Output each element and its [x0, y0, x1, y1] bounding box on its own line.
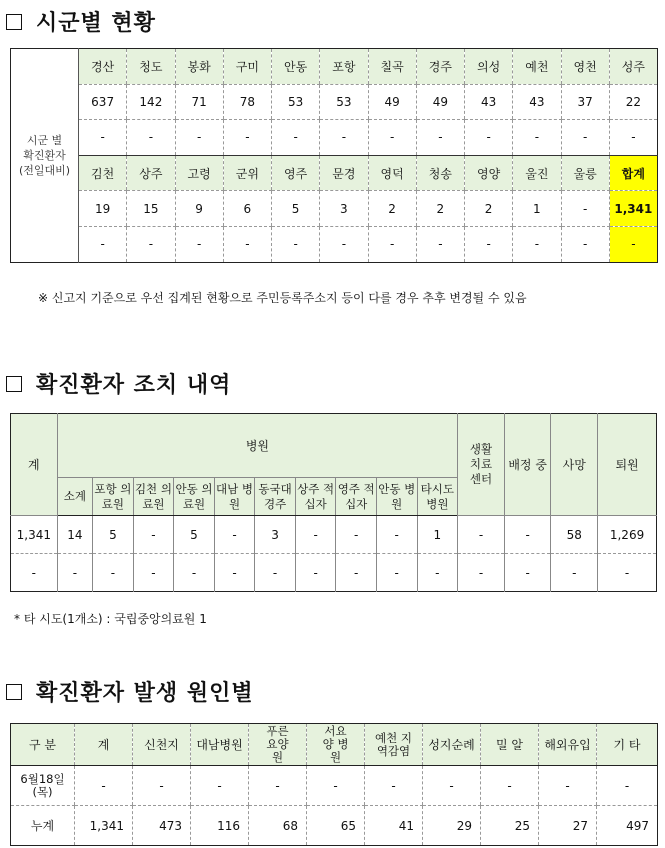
- data-cell: -: [57, 554, 92, 592]
- city-total-cell: 43: [465, 84, 513, 120]
- city-total-cell: 6: [223, 191, 271, 227]
- data-cell: -: [336, 516, 377, 554]
- data-cell: -: [133, 766, 191, 806]
- city-daily-cell: -: [175, 120, 223, 156]
- data-cell: -: [504, 516, 551, 554]
- city-name-cell: 경산: [79, 49, 127, 85]
- data-cell: -: [249, 766, 307, 806]
- data-cell: -: [295, 516, 336, 554]
- data-cell: 1,341: [75, 806, 133, 846]
- data-cell: -: [75, 766, 133, 806]
- cause-header: 기 타: [597, 724, 658, 766]
- city-total-cell: 22: [609, 84, 657, 120]
- section2-title: 확진환자 조치 내역: [36, 373, 232, 398]
- discharged-header: 퇴원: [598, 414, 657, 516]
- data-cell: 5: [93, 516, 134, 554]
- city-name-cell: 영천: [561, 49, 609, 85]
- hospital-header: 안동 의료원: [174, 478, 215, 516]
- data-cell: 14: [57, 516, 92, 554]
- table-row: [11, 724, 658, 766]
- row-header-line: 확진환자: [23, 148, 66, 162]
- cause-header: 푸른 요양원: [249, 724, 307, 766]
- treatment-table: [10, 413, 657, 592]
- cause-header: 성지순례: [423, 724, 481, 766]
- data-cell: 473: [133, 806, 191, 846]
- city-total-cell: 49: [416, 84, 464, 120]
- city-daily-cell: -: [320, 120, 368, 156]
- city-total-cell: 9: [175, 191, 223, 227]
- table-row: [11, 414, 657, 478]
- city-daily-cell: -: [79, 226, 127, 262]
- city-total-cell: 1: [513, 191, 561, 227]
- data-cell: -: [336, 554, 377, 592]
- date-cell: 6월18일 (목): [11, 766, 75, 806]
- data-cell: -: [365, 766, 423, 806]
- table-row: [11, 766, 658, 806]
- cause-header: 밀 알: [481, 724, 539, 766]
- city-name-cell: 청도: [127, 49, 175, 85]
- checkbox-square-icon: [6, 376, 22, 392]
- city-total-cell: 5: [272, 191, 320, 227]
- city-name-cell: 고령: [175, 155, 223, 191]
- city-name-cell: 울진: [513, 155, 561, 191]
- table-row: [11, 84, 658, 120]
- data-cell: -: [214, 516, 255, 554]
- city-daily-cell: -: [223, 226, 271, 262]
- city-total-cell: 15: [127, 191, 175, 227]
- data-cell: -: [191, 766, 249, 806]
- city-name-cell: 청송: [416, 155, 464, 191]
- city-total-cell: 2: [416, 191, 464, 227]
- cause-header: 대남병원: [191, 724, 249, 766]
- row-header-line: 시군 별: [26, 133, 63, 147]
- hospital-header: 영주 적십자: [336, 478, 377, 516]
- data-cell: 497: [597, 806, 658, 846]
- city-daily-cell: -: [368, 120, 416, 156]
- data-cell: 58: [551, 516, 598, 554]
- city-name-cell: 울릉: [561, 155, 609, 191]
- data-cell: -: [295, 554, 336, 592]
- row-header-city-cases: [11, 49, 79, 263]
- assigning-header: 배정 중: [504, 414, 551, 516]
- section-title-treatment: [6, 368, 231, 399]
- cause-header: 해외유입: [539, 724, 597, 766]
- cause-header: 예천 지역감염: [365, 724, 423, 766]
- data-cell: -: [481, 766, 539, 806]
- data-cell: -: [458, 516, 505, 554]
- cumulative-label: 누계: [11, 806, 75, 846]
- city-total-cell: 78: [223, 84, 271, 120]
- section2-note: * 타 시도(1개소) : 국립중앙의료원 1: [14, 612, 207, 626]
- city-name-cell: 구미: [223, 49, 271, 85]
- city-name-cell: 문경: [320, 155, 368, 191]
- city-name-cell: 성주: [609, 49, 657, 85]
- data-cell: -: [598, 554, 657, 592]
- city-daily-cell: -: [416, 226, 464, 262]
- city-total-cell: 43: [513, 84, 561, 120]
- hospital-header: 김천 의료원: [133, 478, 174, 516]
- data-cell: 1,341: [11, 516, 58, 554]
- data-cell: -: [539, 766, 597, 806]
- hospital-header: 동국대 경주: [255, 478, 296, 516]
- city-name-cell: 포항: [320, 49, 368, 85]
- data-cell: -: [174, 554, 215, 592]
- city-total-cell: 49: [368, 84, 416, 120]
- hospital-header: 소계: [57, 478, 92, 516]
- hospital-header: 포항 의료원: [93, 478, 134, 516]
- table-row: [11, 516, 657, 554]
- table-row: [11, 191, 658, 227]
- causes-table: [10, 723, 658, 846]
- city-status-table: [10, 48, 658, 263]
- data-cell: 5: [174, 516, 215, 554]
- cause-header: 서요양 병원: [307, 724, 365, 766]
- city-daily-cell: -: [320, 226, 368, 262]
- city-daily-cell: -: [79, 120, 127, 156]
- section-title-city-status: [6, 6, 156, 37]
- city-total-cell: 3: [320, 191, 368, 227]
- data-cell: 1,269: [598, 516, 657, 554]
- data-cell: -: [551, 554, 598, 592]
- city-total-cell: 19: [79, 191, 127, 227]
- data-cell: -: [376, 516, 417, 554]
- city-name-cell: 안동: [272, 49, 320, 85]
- deaths-header: 사망: [551, 414, 598, 516]
- city-daily-cell: -: [561, 226, 609, 262]
- city-daily-cell: -: [465, 120, 513, 156]
- data-cell: 29: [423, 806, 481, 846]
- city-daily-cell: -: [609, 120, 657, 156]
- city-total-cell: 2: [368, 191, 416, 227]
- cause-header: 신천지: [133, 724, 191, 766]
- city-name-cell: 예천: [513, 49, 561, 85]
- data-cell: -: [597, 766, 658, 806]
- data-cell: 68: [249, 806, 307, 846]
- data-cell: -: [458, 554, 505, 592]
- checkbox-square-icon: [6, 14, 22, 30]
- table-row: [11, 226, 658, 262]
- city-name-cell: 김천: [79, 155, 127, 191]
- data-cell: -: [255, 554, 296, 592]
- data-cell: 3: [255, 516, 296, 554]
- grand-total-value: 1,341: [609, 191, 657, 227]
- data-cell: -: [133, 554, 174, 592]
- data-cell: -: [417, 554, 458, 592]
- city-name-cell: 영덕: [368, 155, 416, 191]
- hospital-header: 대남 병원: [214, 478, 255, 516]
- table-row: [11, 120, 658, 156]
- city-total-cell: 637: [79, 84, 127, 120]
- city-name-cell: 의성: [465, 49, 513, 85]
- hospital-header: 안동 병원: [376, 478, 417, 516]
- city-daily-cell: -: [416, 120, 464, 156]
- data-cell: -: [307, 766, 365, 806]
- city-name-cell: 봉화: [175, 49, 223, 85]
- data-cell: 65: [307, 806, 365, 846]
- data-cell: -: [504, 554, 551, 592]
- city-total-cell: -: [561, 191, 609, 227]
- data-cell: -: [93, 554, 134, 592]
- city-total-cell: 53: [320, 84, 368, 120]
- city-name-cell: 영주: [272, 155, 320, 191]
- city-total-cell: 2: [465, 191, 513, 227]
- city-name-cell: 경주: [416, 49, 464, 85]
- city-daily-cell: -: [175, 226, 223, 262]
- city-daily-cell: -: [272, 226, 320, 262]
- cause-header: 계: [75, 724, 133, 766]
- city-daily-cell: -: [127, 120, 175, 156]
- city-daily-cell: -: [368, 226, 416, 262]
- city-name-cell: 군위: [223, 155, 271, 191]
- table-row: [11, 806, 658, 846]
- city-name-cell: 칠곡: [368, 49, 416, 85]
- data-cell: 25: [481, 806, 539, 846]
- section3-title: 확진환자 발생 원인별: [36, 681, 254, 706]
- data-cell: 27: [539, 806, 597, 846]
- data-cell: 116: [191, 806, 249, 846]
- living-center-header: 생활 치료 센터: [458, 414, 505, 516]
- hospital-header: 상주 적십자: [295, 478, 336, 516]
- city-daily-cell: -: [272, 120, 320, 156]
- section1-note: ※ 신고지 기준으로 우선 집계된 현황으로 주민등록주소지 등이 다를 경우 추후 변경될 수 있음: [38, 291, 527, 305]
- city-daily-cell: -: [223, 120, 271, 156]
- data-cell: -: [423, 766, 481, 806]
- hospital-header: 타시도 병원: [417, 478, 458, 516]
- table-row: [11, 554, 657, 592]
- total-header: 계: [11, 414, 58, 516]
- city-daily-cell: -: [465, 226, 513, 262]
- city-name-cell: 영양: [465, 155, 513, 191]
- city-daily-cell: -: [561, 120, 609, 156]
- grand-total-daily: -: [609, 226, 657, 262]
- city-name-cell: 상주: [127, 155, 175, 191]
- city-daily-cell: -: [127, 226, 175, 262]
- grand-total-header: 합계: [609, 155, 657, 191]
- data-cell: -: [133, 516, 174, 554]
- checkbox-square-icon: [6, 684, 22, 700]
- hospital-group-header: 병원: [57, 414, 458, 478]
- data-cell: 41: [365, 806, 423, 846]
- row-header-line: (전일대비): [18, 163, 71, 177]
- table-row: [11, 49, 658, 85]
- section1-title: 시군별 현황: [36, 11, 156, 36]
- city-total-cell: 71: [175, 84, 223, 120]
- data-cell: -: [376, 554, 417, 592]
- data-cell: 1: [417, 516, 458, 554]
- section-title-causes: [6, 676, 254, 707]
- city-daily-cell: -: [513, 120, 561, 156]
- category-header: 구 분: [11, 724, 75, 766]
- city-total-cell: 37: [561, 84, 609, 120]
- city-total-cell: 142: [127, 84, 175, 120]
- data-cell: -: [11, 554, 58, 592]
- city-total-cell: 53: [272, 84, 320, 120]
- data-cell: -: [214, 554, 255, 592]
- city-daily-cell: -: [513, 226, 561, 262]
- table-row: [11, 155, 658, 191]
